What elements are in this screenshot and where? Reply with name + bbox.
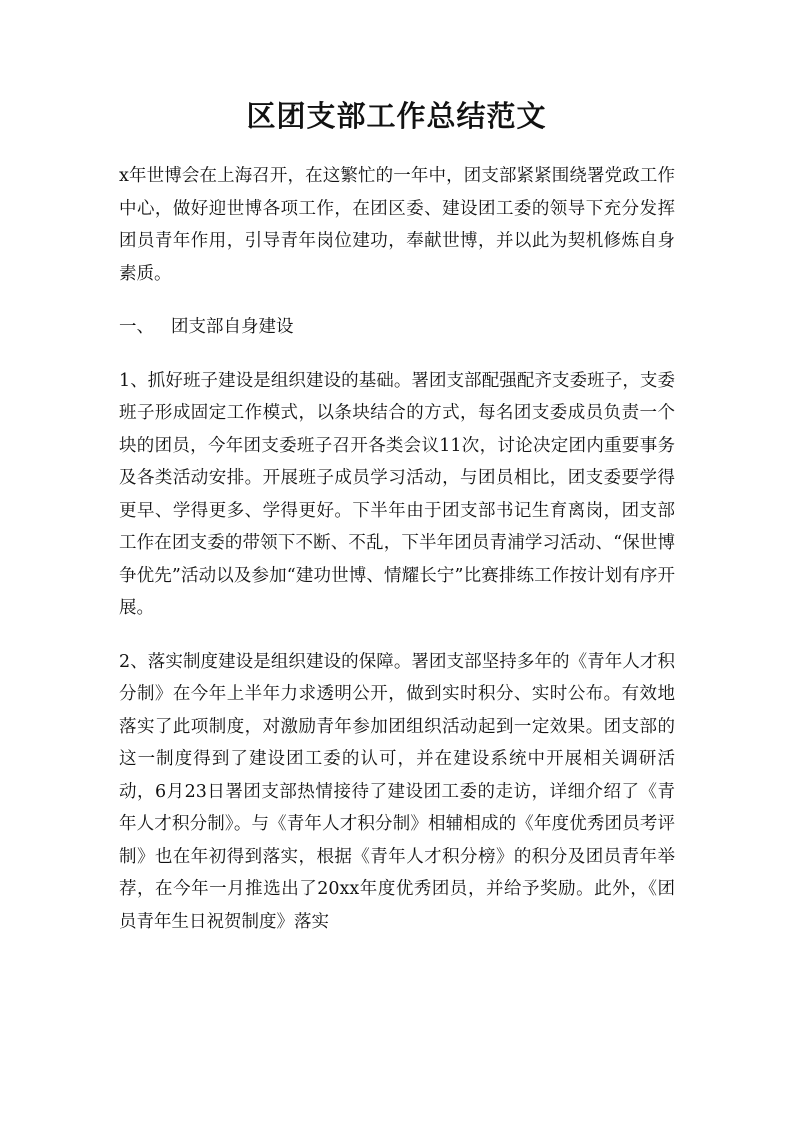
paragraph-1: 1、抓好班子建设是组织建设的基础。署团支部配强配齐支委班子，支委班子形成固定工作模式，以条块结合的方式，每名团支委成员负责一个块的团员，今年团支委班子召开各类会议11次，讨论决定团内重要事务及各类活动安排。开展班子成员学习活动，与团员相比，团支委要学得更早、学得更多、学得更好。下半年由于团支部书记生育离岗，团支部工作在团支委的带领下不断、不乱，下半年团员青浦学习活动、“保世博争优先”活动以及参加“建功世博、情耀长宁”比赛排练工作按计划有序开展。 [119, 370, 675, 618]
document-title: 区团支部工作总结范文 [246, 99, 547, 133]
section-label: 团支部自身建设 [171, 317, 294, 337]
paragraph-2: 2、落实制度建设是组织建设的保障。署团支部坚持多年的《青年人才积分制》在今年上半年力求透明公开，做到实时积分、实时公布。有效地落实了此项制度，对激励青年参加团组织活动起到一定效果。团支部的这一制度得到了建设团工委的认可，并在建设系统中开展相关调研活动，6月23日署团支部热情接待了建设团工委的走访，详细介绍了《青年人才积分制》。与《青年人才积分制》相辅相成的《年度优秀团员考评制》也在年初得到落实，根据《青年人才积分榜》的积分及团员青年举荐，在今年一月推选出了20xx年度优秀团员，并给予奖励。此外，《团员青年生日祝贺制度》落实 [119, 651, 675, 932]
intro-paragraph: x年世博会在上海召开，在这繁忙的一年中，团支部紧紧围绕署党政工作中心，做好迎世博各项工作，在团区委、建设团工委的领导下充分发挥团员青年作用，引导青年岗位建功，奉献世博，并以此为契机修炼自身素质。 [119, 166, 675, 284]
document-body [119, 160, 675, 959]
section-heading-1 [119, 311, 675, 344]
section-number: 一、 [119, 317, 154, 337]
